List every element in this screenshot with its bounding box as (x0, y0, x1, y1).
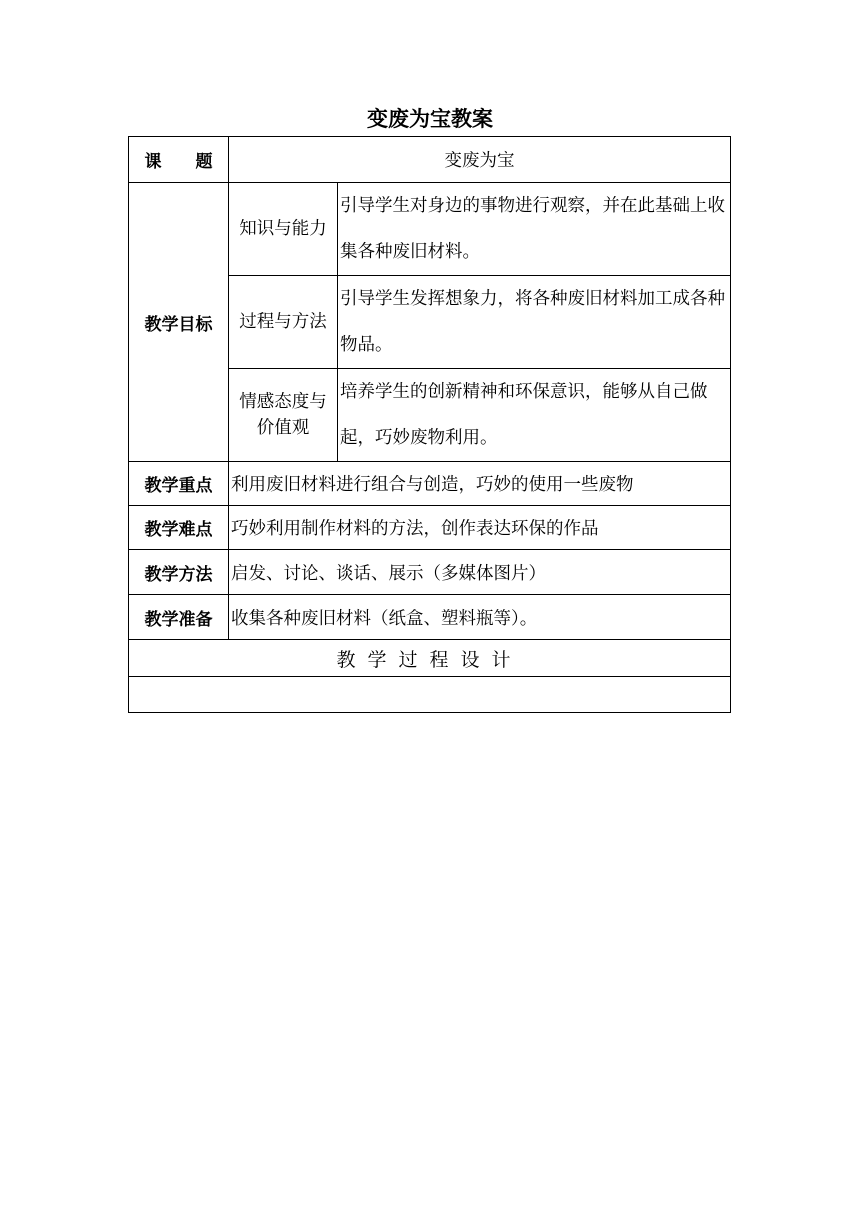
objective-knowledge-text: 引导学生对身边的事物进行观察，并在此基础上收集各种废旧材料。 (338, 183, 731, 276)
preparation-label: 教学准备 (129, 595, 229, 640)
difficulty-label: 教学难点 (129, 506, 229, 550)
method-row (129, 550, 731, 595)
preparation-text: 收集各种废旧材料（纸盒、塑料瓶等）。 (229, 595, 731, 640)
topic-value: 变废为宝 (229, 137, 731, 183)
topic-row (129, 137, 731, 183)
method-label: 教学方法 (129, 550, 229, 595)
process-content-row (129, 677, 731, 713)
process-content (129, 677, 731, 713)
key-point-text: 利用废旧材料进行组合与创造，巧妙的使用一些废物 (229, 462, 731, 506)
lesson-plan-table (128, 136, 731, 713)
key-point-label: 教学重点 (129, 462, 229, 506)
objectives-label: 教学目标 (129, 183, 229, 462)
topic-label: 课 题 (129, 137, 229, 183)
objective-knowledge-label: 知识与能力 (229, 183, 338, 276)
objective-row-knowledge (129, 183, 731, 276)
document-title: 变废为宝教案 (367, 107, 493, 131)
process-header: 教学过程设计 (129, 640, 731, 677)
objective-attitude-text: 培养学生的创新精神和环保意识，能够从自己做起，巧妙废物利用。 (338, 369, 731, 462)
difficulty-row (129, 506, 731, 550)
objective-attitude-label: 情感态度与价值观 (229, 369, 338, 462)
difficulty-text: 巧妙利用制作材料的方法，创作表达环保的作品 (229, 506, 731, 550)
key-point-row (129, 462, 731, 506)
method-text: 启发、讨论、谈话、展示（多媒体图片） (229, 550, 731, 595)
objective-process-label: 过程与方法 (229, 276, 338, 369)
objective-process-text: 引导学生发挥想象力，将各种废旧材料加工成各种物品。 (338, 276, 731, 369)
preparation-row (129, 595, 731, 640)
process-header-row (129, 640, 731, 677)
